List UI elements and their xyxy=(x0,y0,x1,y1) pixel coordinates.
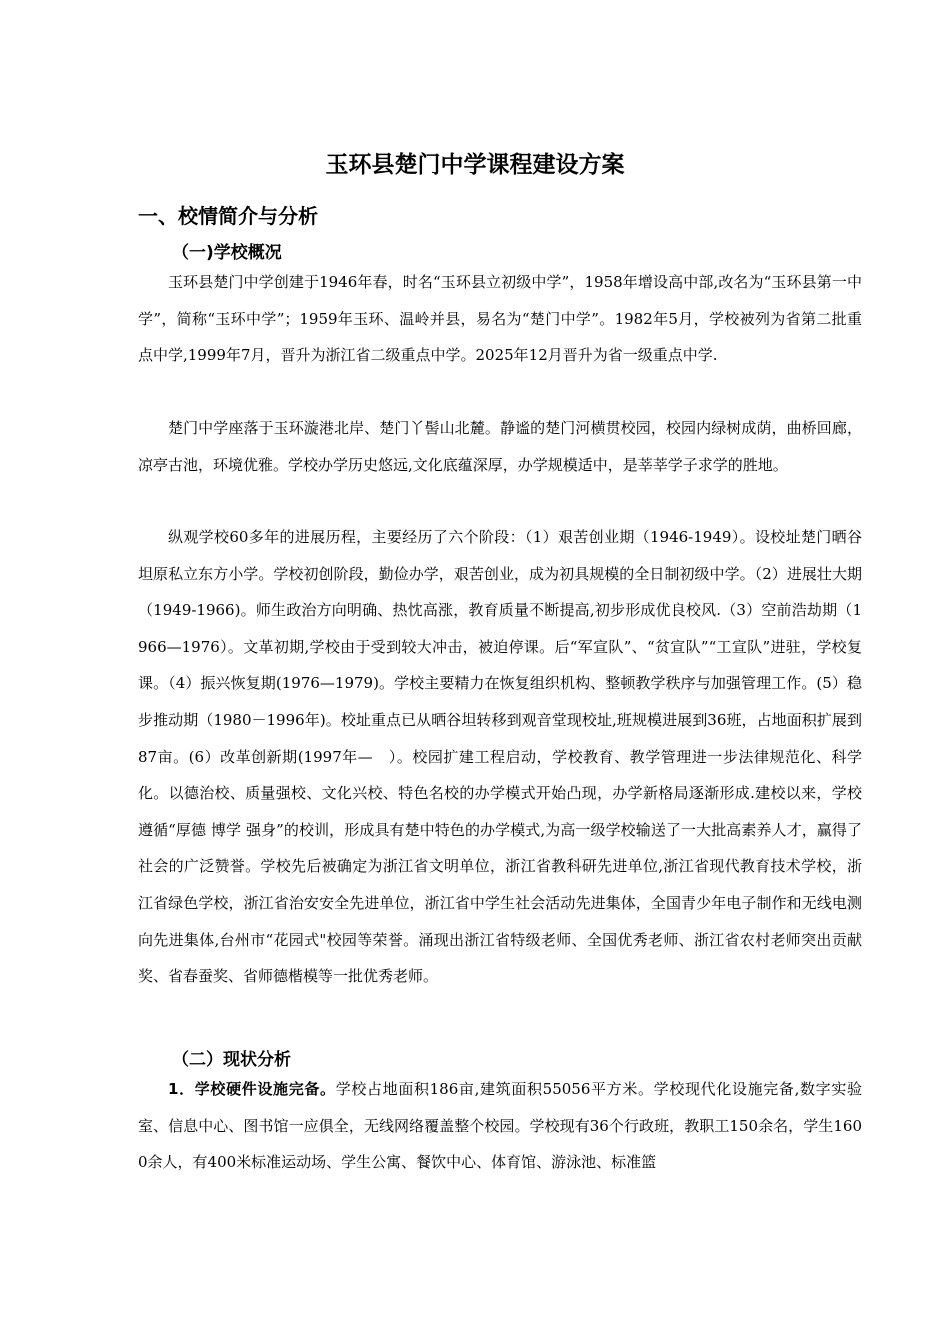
item-text: 学校占地面积186亩,建筑面积55056平方米。学校现代化设施完备,数字实验室、信息中心、图书馆一应俱全，无线网络覆盖整个校园。学校现有36个行政班，教职工150余名，学生1600余人，有400米标准运动场、学生公寓、餐饮中心、体育馆、游泳池、标准篮 xyxy=(138,1080,862,1172)
subsection-heading-2: （二）现状分析 xyxy=(172,1050,291,1070)
paragraph-facilities xyxy=(138,1071,862,1181)
paragraph-campus: 楚门中学座落于玉环漩港北岸、楚门丫髻山北麓。静谧的楚门河横贯校园，校园内绿树成荫，曲桥回廊，凉亭古池，环境优雅。学校办学历史悠远,文化底蕴深厚，办学规模适中，是莘莘学子求学的胜地。 xyxy=(138,419,862,474)
subsection-heading-1: （一)学校概况 xyxy=(172,243,282,263)
section-heading-1: 一、校情简介与分析 xyxy=(138,204,318,228)
item-lead: 1．学校硬件设施完备。 xyxy=(168,1080,336,1098)
document-title: 玉环县楚门中学课程建设方案 xyxy=(325,152,625,178)
paragraph-development: 纵观学校60多年的进展历程，主要经历了六个阶段：（1）艰苦创业期（1946-1949）。设校址楚门晒谷坦原私立东方小学。学校初创阶段，勤俭办学，艰苦创业，成为初具规模的全日制初级中学。（2）进展壮大期（1949-1966)。师生政治方向明确、热忱高涨，教育质量不断提高,初步形成优良校风.（3）空前浩劫期（1966—1976）。文革初期,学校由于受到较大冲击，被迫停课。后“军宣队”、“贫宣队”“工宣队”进驻，学校复课。（4）振兴恢复期(1976—1979)。学校主要精力在恢复组织机构、整顿教学秩序与加强管理工作。(5）稳步推动期（1980－1996年)。校址重点已从晒谷坦转移到观音堂现校址,班规模进展到36班，占地面积扩展到87亩。(6）改革创新期(1997年— ）。校园扩建工程启动，学校教育、教学管理进一步法律规范化、科学化。以德治校、质量强校、文化兴校、特色名校的办学模式开始凸现，办学新格局逐渐形成.建校以来，学校遵循“厚德 博学 强身”的校训，形成具有楚中特色的办学模式,为高一级学校输送了一大批高素养人才，赢得了社会的广泛赞誉。学校先后被确定为浙江省文明单位，浙江省教科研先进单位,浙江省现代教育技术学校，浙江省绿色学校，浙江省治安安全先进单位，浙江省中学生社会活动先进集体，全国青少年电子制作和无线电测向先进集体,台州市“花园式"校园等荣誉。涌现出浙江省特级老师、全国优秀老师、浙江省农村老师突出贡献奖、省春蚕奖、省师德楷模等一批优秀老师。 xyxy=(138,528,862,986)
paragraph-history: 玉环县楚门中学创建于1946年春，时名“玉环县立初级中学”，1958年增设高中部,改名为“玉环县第一中学”，简称“玉环中学”；1959年玉环、温岭并县，易名为“楚门中学”。1982年5月，学校被列为省第二批重点中学,1999年7月，晋升为浙江省二级重点中学。2025年12月晋升为省一级重点中学. xyxy=(138,273,862,365)
